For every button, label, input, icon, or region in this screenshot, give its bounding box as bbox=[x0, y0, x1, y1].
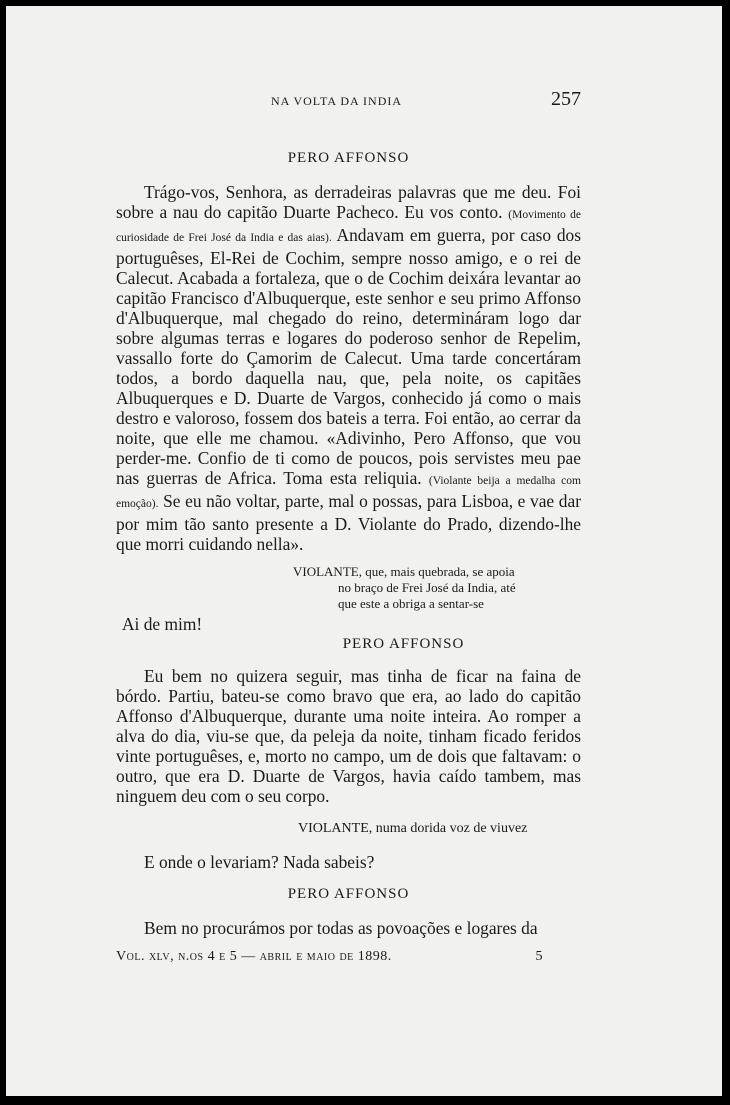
speech-text-1b: Andavam em guerra, por caso dos portuguêses, El-Rei de Cochim, sempre nosso amigo, e o rei de Calecut. Acabada a fortaleza, que o de Cochim deixára levantar ao capitão Francisco d'Albuquerque, este senhor e seu primo Affonso d'Albuquerque, mal chegado do reino, determináram logo dar sobre algumas terras e logares do poderoso senhor de Repelim, vassallo forte do Çamorim de Calecut. Uma tarde concertáram todos, a bordo daquella nau, que, pela noite, os capitães Albuquerques e D. Duarte de Vargos, conhecido já como o mais destro e valoroso, fossem dos bateis a terra. Foi então, ao cerrar da noite, que elle me chamou. «Adivinho, Pero Affonso, que vou perder-me. Confio de ti como de poucos, pois servistes meu pae nas guerras de Africa. Toma esta reliquia. bbox=[116, 225, 582, 488]
stage-line-2: no braço de Frei José da India, até bbox=[338, 580, 516, 595]
speech-text-1c: Se eu não voltar, parte, mal o possas, para Lisboa, e vae dar por mim tão santo presente a D. Violante do Prado, dizendo-lhe que morri cuidando nella». bbox=[116, 491, 581, 554]
running-title: NA VOLTA DA INDIA bbox=[271, 94, 403, 108]
speaker-label-3: PERO AFFONSO bbox=[287, 886, 410, 902]
stage-line-1: VIOLANTE, que, mais quebrada, se apoia bbox=[293, 564, 515, 579]
speech-paragraph-1 bbox=[116, 182, 581, 554]
volume-info: Vol. xlv, n.os 4 e 5 — abril e maio de 1898. bbox=[116, 949, 392, 964]
stage-aside-1: (Movimento de curiosidade de Frei José da India e das aias). bbox=[116, 209, 581, 244]
speech-paragraph-3: Bem no procurámos por todas as povoações e logares da bbox=[144, 918, 538, 938]
speaker-label-1: PERO AFFONSO bbox=[287, 150, 410, 166]
stage-direction-2: VIOLANTE, numa dorida voz de viuvez bbox=[298, 821, 528, 836]
dialogue-line-1: Ai de mim! bbox=[122, 614, 203, 634]
stage-direction-1 bbox=[293, 564, 593, 612]
stage-line-3: que este a obriga a sentar-se bbox=[338, 596, 484, 611]
speech-paragraph-2: Eu bem no quizera seguir, mas tinha de ficar na faina de bórdo. Partiu, bateu-se como bravo que era, ao lado do capitão Affonso d'Albuquerque, durante uma noite inteira. Ao romper a alva do dia, viu-se que, da peleja da noite, tinham ficado feridos vinte portuguêses, e, morto no campo, um de dois que faltavam: o outro, que era D. Duarte de Vargos, havia caído tambem, mas ninguem deu com o seu corpo. bbox=[116, 666, 581, 806]
dialogue-line-2: E onde o levariam? Nada sabeis? bbox=[144, 852, 375, 872]
signature-mark: 5 bbox=[535, 949, 543, 964]
stage-aside-2: (Violante beija a medalha com emoção). bbox=[116, 475, 581, 510]
page-number: 257 bbox=[551, 88, 581, 110]
book-page bbox=[6, 6, 722, 1096]
speaker-label-2: PERO AFFONSO bbox=[342, 636, 465, 652]
page-footer bbox=[116, 949, 581, 965]
speech-text-1a: Trágo-vos, Senhora, as derradeiras palavras que me deu. Foi sobre a nau do capitão Duarte Pacheco. Eu vos conto. bbox=[116, 182, 581, 222]
